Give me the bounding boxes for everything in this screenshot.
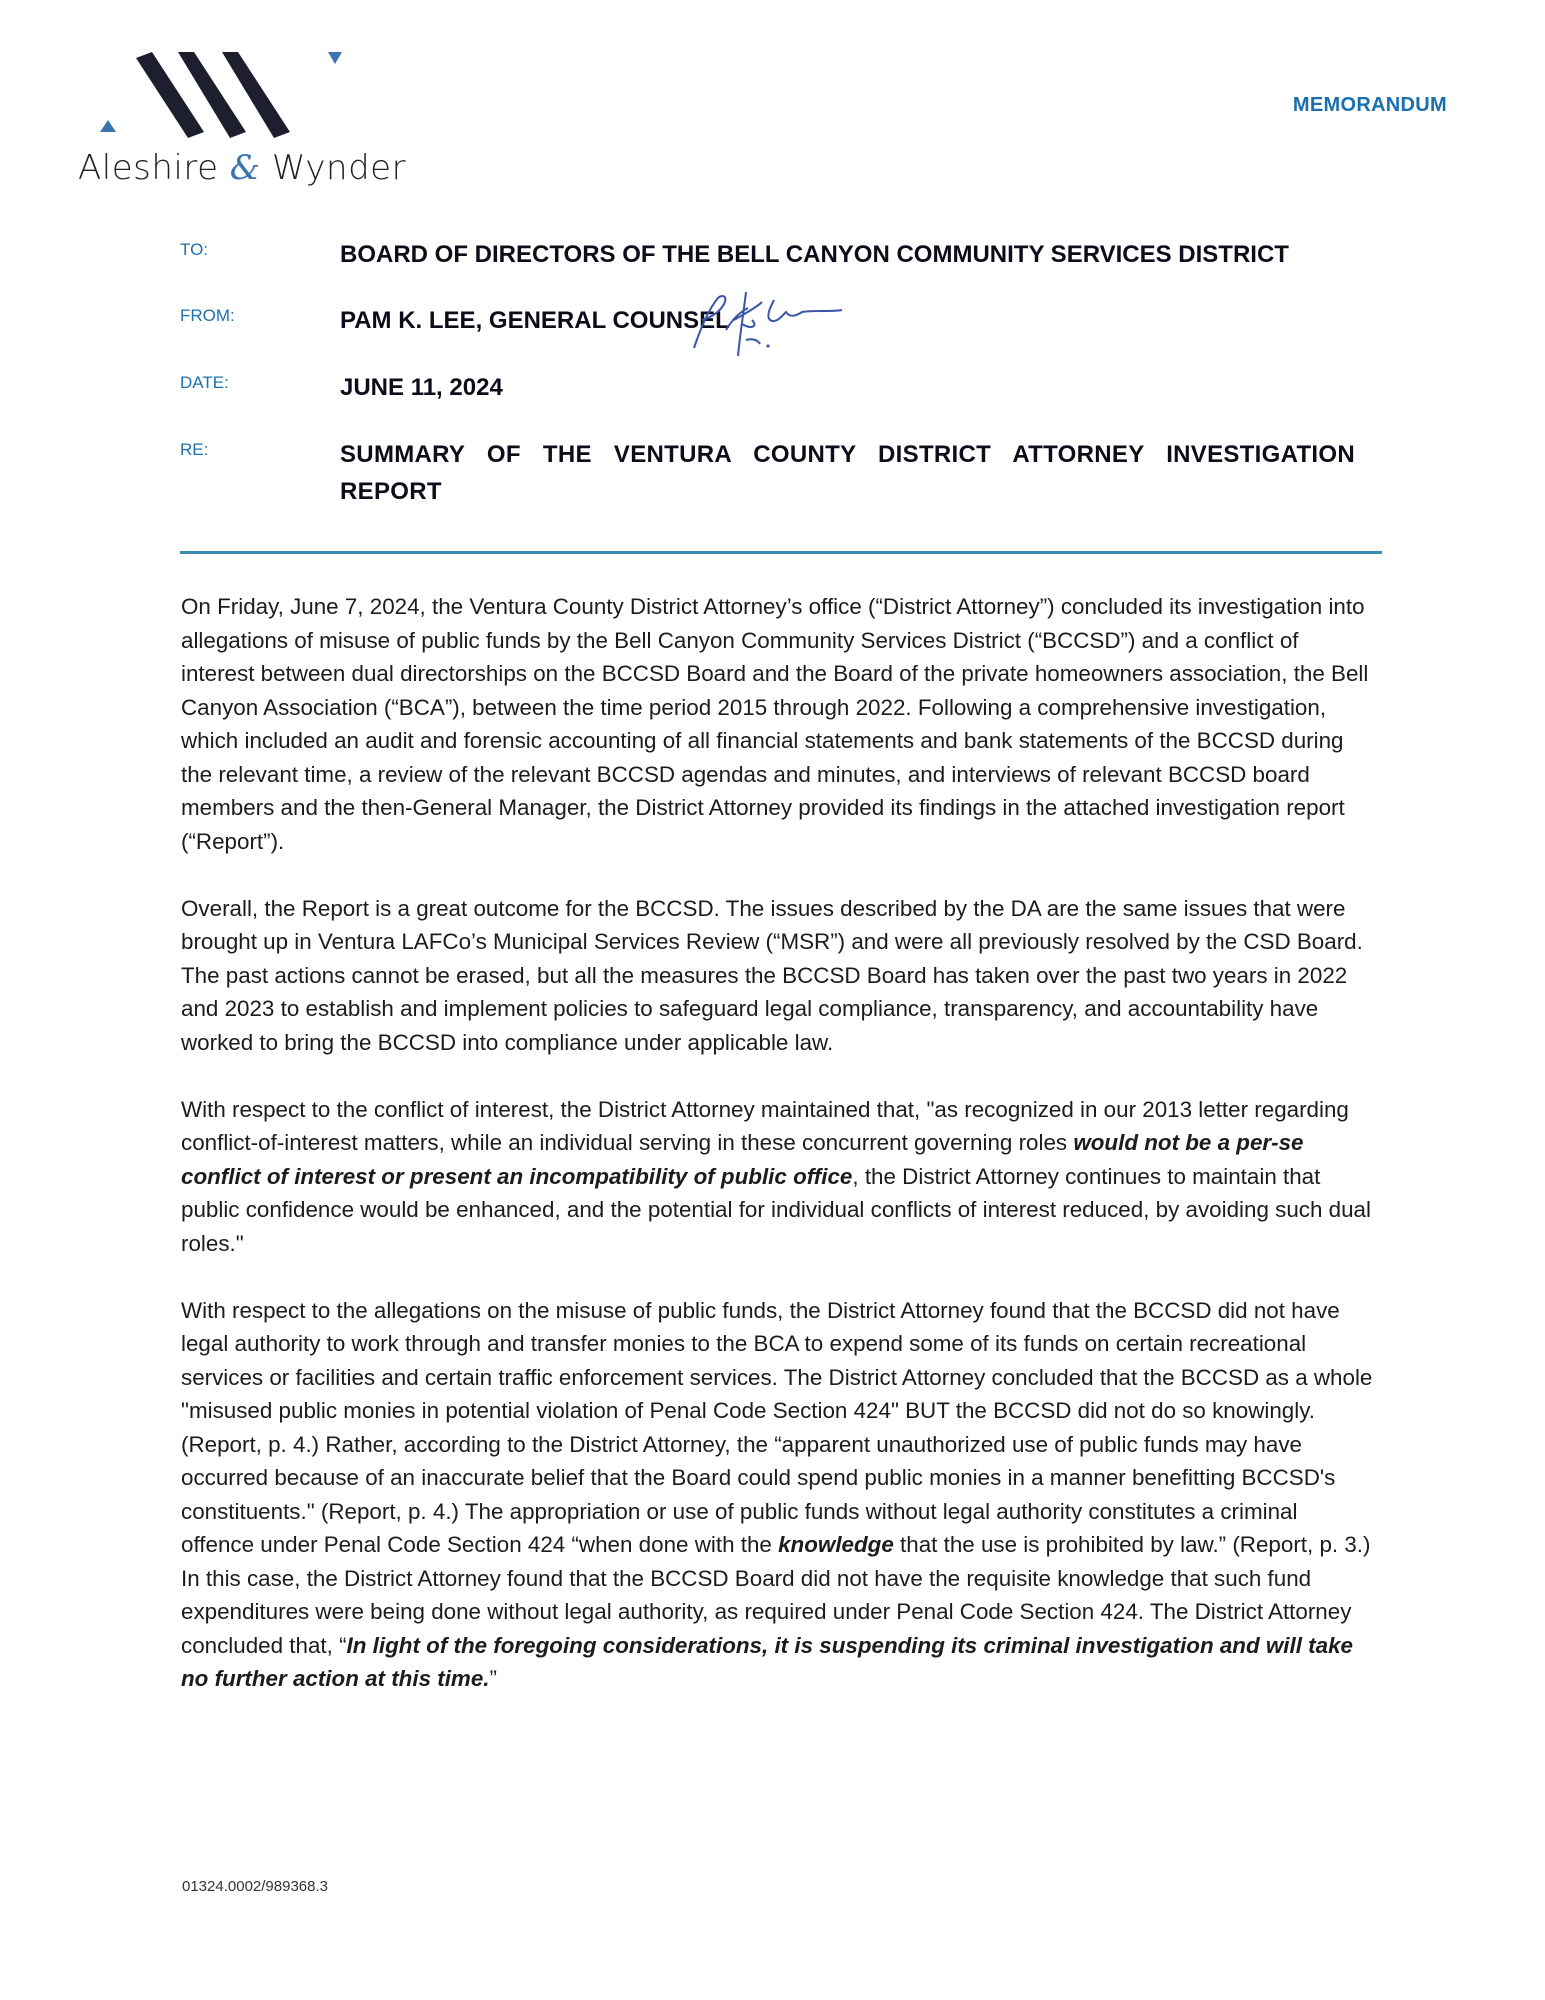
header-divider	[180, 551, 1382, 554]
date-value: JUNE 11, 2024	[340, 374, 503, 401]
firm-logo	[74, 48, 407, 198]
paragraph-4-emphasis-knowledge: knowledge	[778, 1532, 894, 1557]
memo-body	[181, 590, 1376, 1729]
paragraph-4-text-part2: that the use is prohibited by law.” (Report, p. 3.) In this case, the District Attorney found that the BCCSD Board did not have the requisite knowledge that such fund expenditures were being done without legal authority, as required under Penal Code Section 424. The District Attorney concluded that, “	[181, 1532, 1371, 1658]
paragraph-3-text-before: With respect to the conflict of interest, the District Attorney maintained that, "as recognized in our 2013 letter regarding conflict-of-interest matters, while an individual serving in these concurrent governing roles	[181, 1096, 1349, 1155]
to-value: BOARD OF DIRECTORS OF THE BELL CANYON COMMUNITY SERVICES DISTRICT	[340, 241, 1289, 268]
firm-name-ampersand: &	[229, 148, 261, 188]
paragraph-1: On Friday, June 7, 2024, the Ventura County District Attorney’s office (“District Attorney”) concluded its investigation into allegations of misuse of public funds by the Bell Canyon Community Services District (“BCCSD”) and a conflict of interest between dual directorships on the BCCSD Board and the Board of the private homeowners association, the Bell Canyon Association (“BCA”), between the time period 2015 through 2022. Following a comprehensive investigation, which included an audit and forensic accounting of all financial statements and bank statements of the BCCSD during the relevant time, a review of the relevant BCCSD agendas and minutes, and interviews of relevant BCCSD board members and the then-General Manager, the District Attorney provided its findings in the attached investigation report (“Report”).	[181, 594, 1369, 854]
paragraph-4	[181, 1294, 1376, 1696]
re-row	[180, 436, 1370, 510]
from-value: PAM K. LEE, GENERAL COUNSEL	[340, 307, 730, 334]
paragraph-3-emphasis: would not be a per-se conflict of interest or present an incompatibility of public office	[181, 1130, 1304, 1189]
paragraph-4-text-part3: ”	[489, 1666, 497, 1691]
date-row	[180, 369, 1370, 406]
paragraph-4-text-part1: With respect to the allegations on the misuse of public funds, the District Attorney found that the BCCSD did not have legal authority to work through and transfer monies to the BCA to expend some of its funds on certain recreational services or facilities and certain traffic enforcement services. The District Attorney concluded that the BCCSD as a whole "misused public monies in potential violation of Penal Code Section 424" BUT the BCCSD did not do so knowingly. (Report, p. 4.) Rather, according to the District Attorney, the “apparent unauthorized use of public funds may have occurred because of an inaccurate belief that the Board could spend public monies in a manner benefitting BCCSD's constituents." (Report, p. 4.) The appropriation or use of public funds without legal authority constitutes a criminal offence under Penal Code Section 424 “when done with the	[181, 1297, 1373, 1557]
paragraph-3	[181, 1093, 1376, 1261]
firm-logo-mark-icon	[74, 48, 384, 148]
date-label: DATE:	[180, 373, 229, 392]
signature-icon	[682, 290, 852, 360]
to-label: TO:	[180, 240, 209, 259]
paragraph-2: Overall, the Report is a great outcome for the BCCSD. The issues described by the DA are the same issues that were brought up in Ventura LAFCo’s Municipal Services Review (“MSR”) and were all previously resolved by the CSD Board. The past actions cannot be erased, but all the measures the BCCSD Board has taken over the past two years in 2022 and 2023 to establish and implement policies to safeguard legal compliance, transparency, and accountability have worked to bring the BCCSD into compliance under applicable law.	[181, 895, 1363, 1055]
document-id: 01324.0002/989368.3	[182, 1878, 328, 1895]
firm-name-part1: Aleshire	[78, 148, 219, 188]
from-label: FROM:	[180, 306, 235, 325]
re-label: RE:	[180, 440, 209, 459]
paragraph-4-emphasis-conclusion: In light of the foregoing considerations, it is suspending its criminal investigation and will take no further action at this time.	[181, 1632, 1353, 1691]
re-value: SUMMARY OF THE VENTURA COUNTY DISTRICT ATTORNEY INVESTIGATION REPORT	[340, 441, 1355, 505]
document-type-title: MEMORANDUM	[1292, 94, 1447, 116]
firm-name-part2: Wynder	[271, 148, 407, 188]
paragraph-3-text-after: , the District Attorney continues to maintain that public confidence would be enhanced, and the potential for individual conflicts of interest reduced, by avoiding such dual roles."	[181, 1163, 1371, 1256]
to-row	[180, 236, 1370, 273]
firm-name	[78, 148, 406, 188]
